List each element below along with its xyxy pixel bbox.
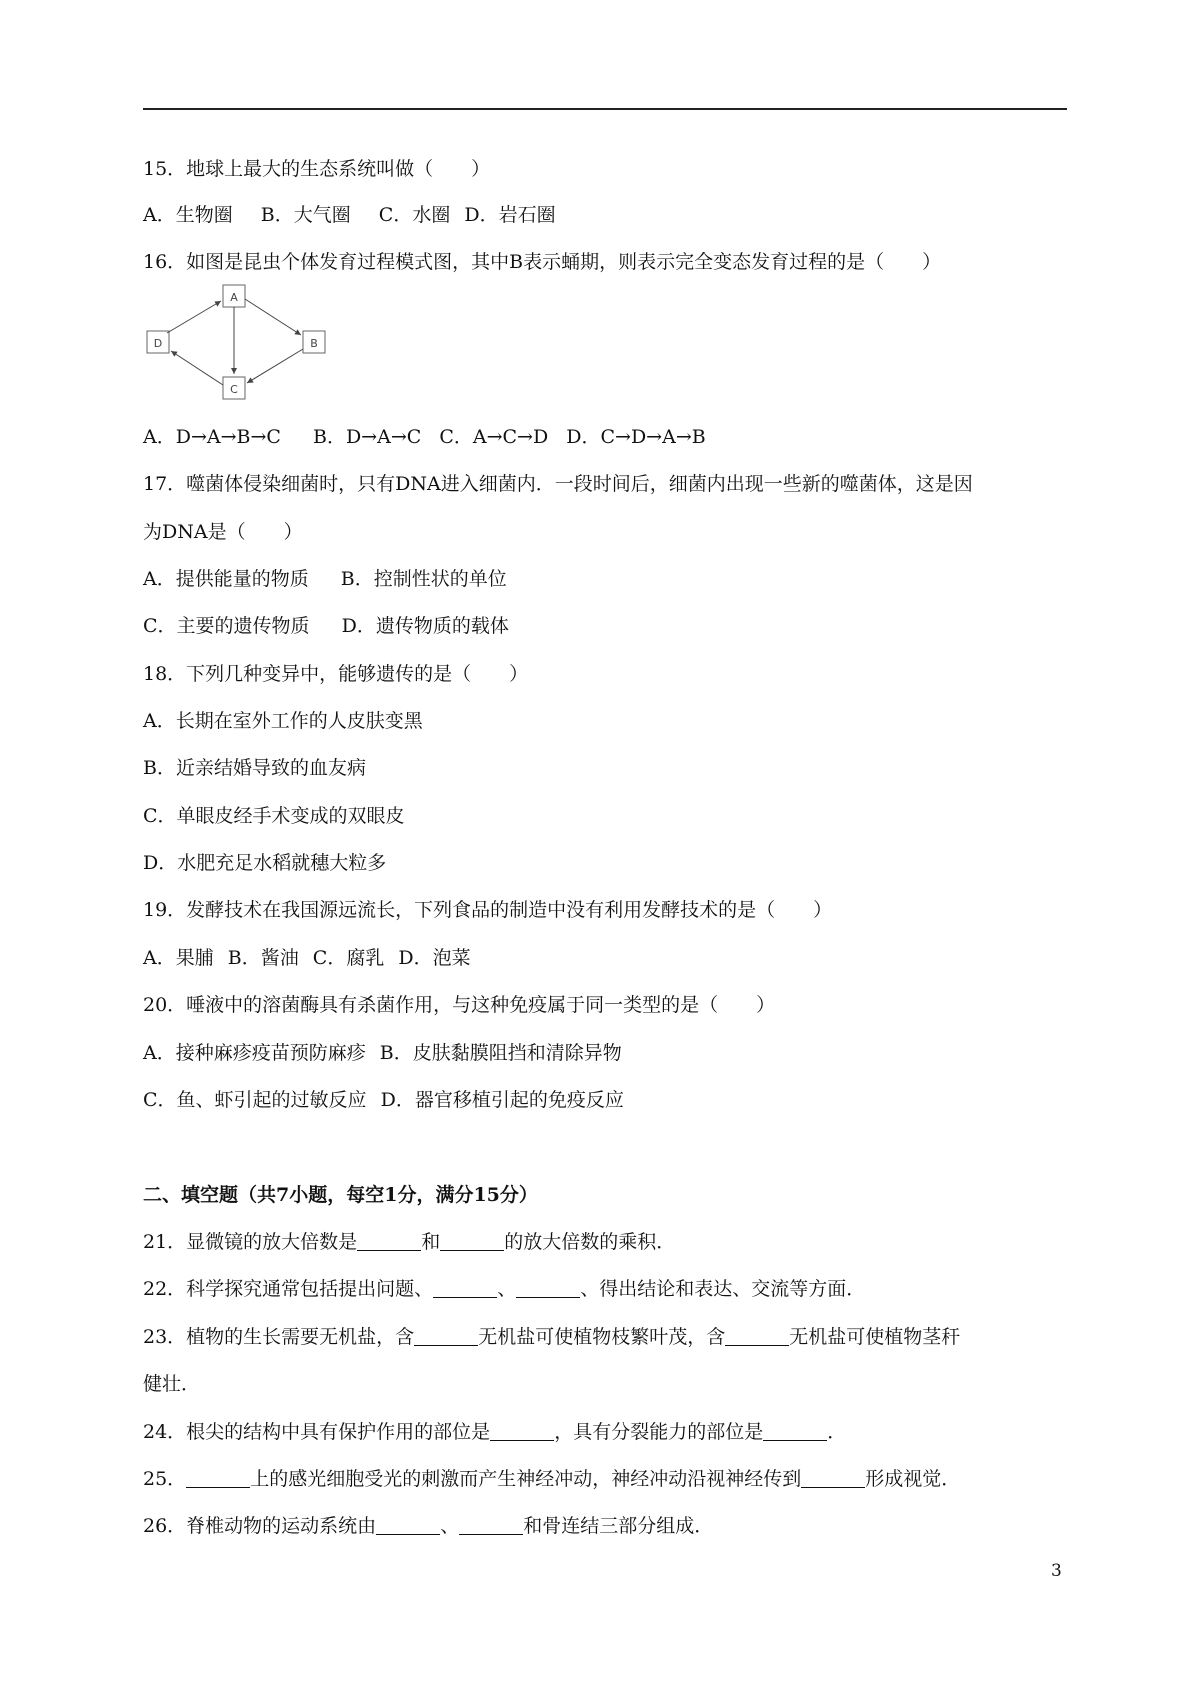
insect-development-diagram [143, 281, 333, 405]
node-d [147, 331, 169, 353]
option-b: B．控制性状的单位 [340, 568, 507, 590]
question-17-stem-line1: 17．噬菌体侵染细菌时，只有DNA进入细菌内．一段时间后，细菌内出现一些新的噬菌体，这是因 [143, 473, 973, 495]
answer-blank[interactable] [376, 1514, 440, 1535]
answer-blank[interactable] [725, 1325, 789, 1346]
node-a [223, 285, 245, 307]
question-15-stem: 15．地球上最大的生态系统叫做（ ） [143, 158, 491, 180]
option-a: A．长期在室外工作的人皮肤变黑 [143, 710, 423, 732]
question-19-stem: 19．发酵技术在我国源远流长，下列食品的制造中没有利用发酵技术的是（ ） [143, 899, 833, 921]
arrow-b-to-c [247, 349, 303, 383]
page-number: 3 [1051, 1561, 1062, 1581]
option-c: C．主要的遗传物质 [143, 615, 310, 637]
answer-blank[interactable] [186, 1467, 250, 1488]
option-c: C．水圈 [378, 204, 451, 226]
question-25: 25． 上的感光细胞受光的刺激而产生神经冲动，神经冲动沿视神经传到 形成视觉． [143, 1468, 961, 1490]
option-d: D．岩石圈 [464, 204, 556, 226]
node-c [223, 377, 245, 399]
option-b: B．近亲结婚导致的血友病 [143, 757, 366, 779]
answer-blank[interactable] [357, 1230, 421, 1251]
arrow-c-to-d [171, 351, 223, 385]
answer-blank[interactable] [459, 1514, 523, 1535]
option-b: B．酱油 [227, 947, 299, 969]
option-c: C．A→C→D [439, 426, 549, 448]
svg-text:B: B [310, 337, 318, 350]
option-b: B．大气圈 [260, 204, 351, 226]
node-b [303, 331, 325, 353]
answer-blank[interactable] [440, 1230, 504, 1251]
answer-blank[interactable] [414, 1325, 478, 1346]
question-17-options-row2 [143, 614, 509, 638]
question-26: 26．脊椎动物的运动系统由 、 和骨连结三部分组成． [143, 1515, 714, 1537]
question-20-stem: 20．唾液中的溶菌酶具有杀菌作用，与这种免疫属于同一类型的是（ ） [143, 994, 776, 1016]
option-c: C．腐乳 [312, 947, 385, 969]
option-c: C．鱼、虾引起的过敏反应 [143, 1089, 367, 1111]
section-2-heading: 二、填空题（共7小题，每空1分，满分15分） [143, 1184, 538, 1206]
option-c: C．单眼皮经手术变成的双眼皮 [143, 805, 405, 827]
question-16-options [143, 425, 706, 449]
option-d: D．器官移植引起的免疫反应 [380, 1089, 624, 1111]
option-a: A．生物圈 [143, 204, 233, 226]
option-d: D．泡菜 [398, 947, 471, 969]
question-22: 22．科学探究通常包括提出问题、 、 、得出结论和表达、交流等方面． [143, 1278, 866, 1300]
question-24: 24．根尖的结构中具有保护作用的部位是 ，具有分裂能力的部位是 ． [143, 1421, 847, 1443]
option-d: D．遗传物质的载体 [341, 615, 509, 637]
answer-blank[interactable] [490, 1420, 554, 1441]
option-a: A．接种麻疹疫苗预防麻疹 [143, 1042, 366, 1064]
question-16-stem: 16．如图是昆虫个体发育过程模式图，其中B表示蛹期，则表示完全变态发育过程的是（ ） [143, 251, 942, 273]
arrow-d-to-a [167, 301, 221, 333]
svg-text:A: A [230, 291, 238, 304]
answer-blank[interactable] [763, 1420, 827, 1441]
option-b: B．D→A→C [312, 426, 422, 448]
option-d: D．C→D→A→B [566, 426, 706, 448]
option-a: A．D→A→B→C [143, 426, 281, 448]
question-20-options-row2 [143, 1088, 624, 1112]
option-a: A．提供能量的物质 [143, 568, 309, 590]
answer-blank[interactable] [516, 1277, 580, 1298]
answer-blank[interactable] [433, 1277, 497, 1298]
question-19-options [143, 946, 471, 970]
svg-text:D: D [153, 337, 163, 350]
question-23-line2: 健壮． [143, 1373, 201, 1395]
question-17-options-row1 [143, 567, 507, 591]
svg-text:C: C [230, 383, 238, 396]
question-23-line1: 23．植物的生长需要无机盐，含 无机盐可使植物枝繁叶茂，含 无机盐可使植物茎秆 [143, 1326, 961, 1348]
question-18-stem: 18．下列几种变异中，能够遗传的是（ ） [143, 663, 529, 685]
question-15-options [143, 203, 556, 227]
question-20-options-row1 [143, 1041, 622, 1065]
option-a: A．果脯 [143, 947, 214, 969]
arrow-a-to-b [245, 299, 301, 335]
header-rule [143, 108, 1067, 110]
answer-blank[interactable] [801, 1467, 865, 1488]
option-d: D．水肥充足水稻就穗大粒多 [143, 852, 387, 874]
option-b: B．皮肤黏膜阻挡和清除异物 [379, 1042, 622, 1064]
question-17-stem-line2: 为DNA是（ ） [143, 521, 303, 543]
question-21: 21．显微镜的放大倍数是 和 的放大倍数的乘积． [143, 1231, 676, 1253]
